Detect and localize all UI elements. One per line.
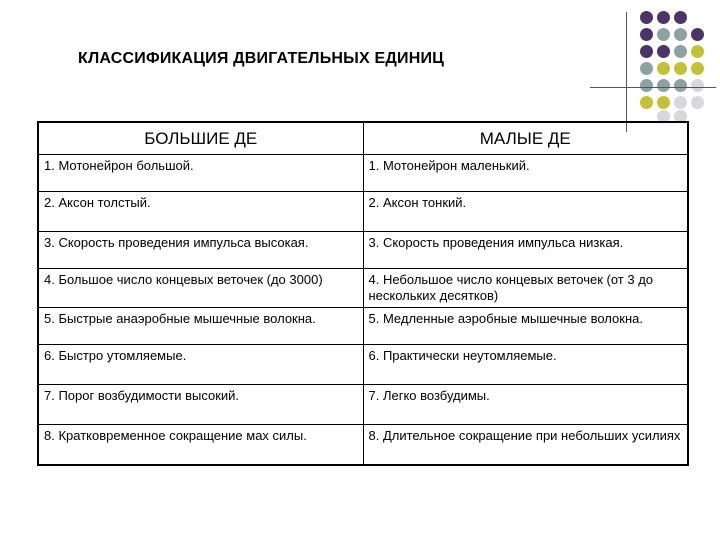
decorative-dot [674, 62, 687, 75]
column-header-small-units: МАЛЫЕ ДЕ [363, 122, 688, 155]
table-cell: 8. Длительное сокращение при небольших усилиях [363, 425, 688, 466]
decorative-dot [691, 79, 704, 92]
table-cell: 4. Небольшое число концевых веточек (от 3 до нескольких десятков) [363, 269, 688, 308]
table-header-row [38, 122, 688, 155]
table-cell: 7. Легко возбудимы. [363, 385, 688, 425]
decorative-dot [674, 45, 687, 58]
table-cell: 5. Быстрые анаэробные мышечные волокна. [38, 308, 363, 345]
decorative-dot [691, 28, 704, 41]
decorative-dot [640, 79, 653, 92]
decorative-dot [657, 28, 670, 41]
table-cell: 2. Аксон толстый. [38, 192, 363, 232]
decorative-dot [640, 62, 653, 75]
decorative-dot [674, 28, 687, 41]
decorative-dot [640, 96, 653, 109]
table-row [38, 385, 688, 425]
decorative-dot [691, 45, 704, 58]
decorative-dot [657, 96, 670, 109]
table-cell: 5. Медленные аэробные мышечные волокна. [363, 308, 688, 345]
table-cell: 8. Кратковременное сокращение мах силы. [38, 425, 363, 466]
decorative-dot [674, 96, 687, 109]
decorative-dot [691, 62, 704, 75]
decorative-dot [657, 11, 670, 24]
table-row [38, 345, 688, 385]
table-row [38, 308, 688, 345]
decorative-dot [657, 62, 670, 75]
table-cell: 6. Быстро утомляемые. [38, 345, 363, 385]
page-title: КЛАССИФИКАЦИЯ ДВИГАТЕЛЬНЫХ ЕДИНИЦ [78, 50, 445, 67]
table-cell: 2. Аксон тонкий. [363, 192, 688, 232]
table-cell: 7. Порог возбудимости высокий. [38, 385, 363, 425]
decorative-dot [674, 11, 687, 24]
decorative-dot [640, 45, 653, 58]
classification-table [37, 121, 689, 466]
table-row [38, 192, 688, 232]
decorative-dot [657, 45, 670, 58]
table-cell: 3. Скорость проведения импульса высокая. [38, 232, 363, 269]
decorative-horizontal-line [590, 87, 716, 88]
decorative-dot [657, 79, 670, 92]
table-cell: 3. Скорость проведения импульса низкая. [363, 232, 688, 269]
table-row [38, 269, 688, 308]
table-cell: 6. Практически неутомляемые. [363, 345, 688, 385]
table-row [38, 425, 688, 466]
column-header-large-units: БОЛЬШИЕ ДЕ [38, 122, 363, 155]
table-cell: 1. Мотонейрон маленький. [363, 155, 688, 192]
table-cell: 1. Мотонейрон большой. [38, 155, 363, 192]
decorative-dot [640, 28, 653, 41]
decorative-dot [640, 11, 653, 24]
decorative-dot [691, 96, 704, 109]
table-cell: 4. Большое число концевых веточек (до 3000) [38, 269, 363, 308]
decorative-dot [674, 79, 687, 92]
decorative-vertical-line [626, 12, 627, 132]
table-row [38, 155, 688, 192]
table-row [38, 232, 688, 269]
